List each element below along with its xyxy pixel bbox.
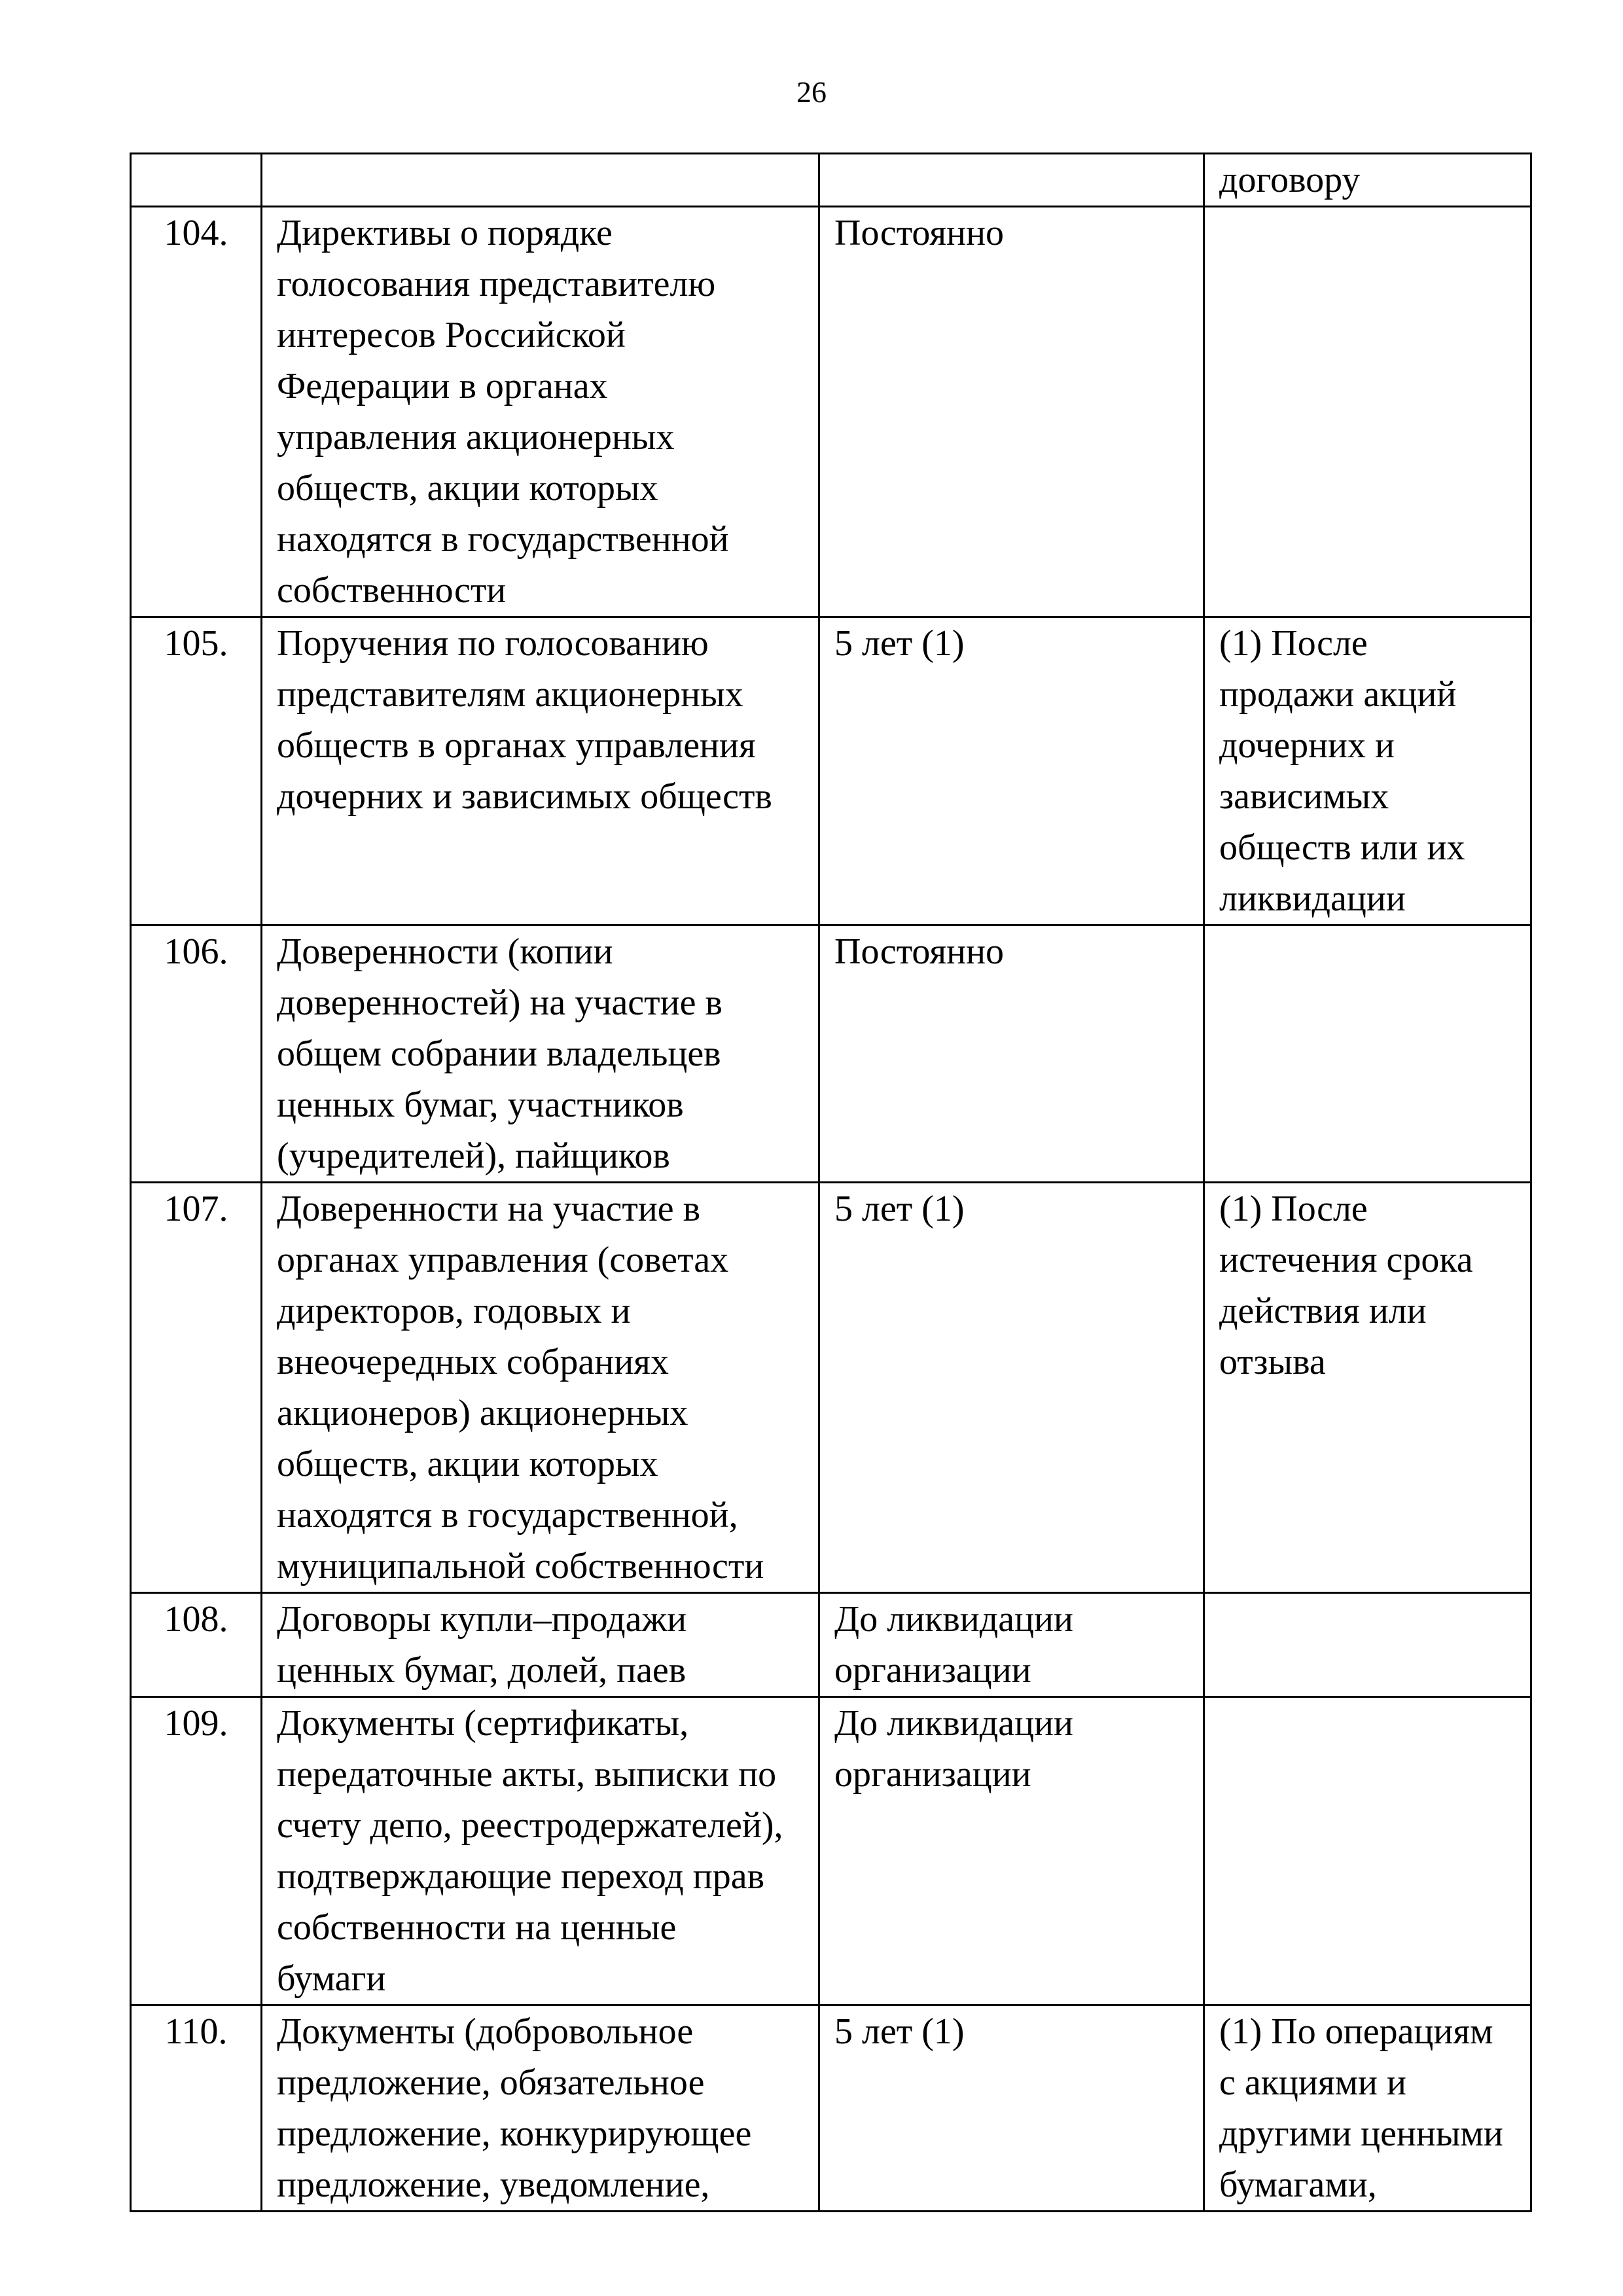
cell-text-line: Поручения по голосованию xyxy=(277,623,709,664)
cell-text-line: обществ в органах управления xyxy=(277,725,756,766)
note-cell xyxy=(1204,617,1531,925)
cell-text-line: Доверенности (копии xyxy=(277,931,613,972)
cell-text-line: договору xyxy=(1219,160,1361,200)
cell-text-line: подтверждающие переход прав xyxy=(277,1856,765,1897)
cell-text-line: организации xyxy=(834,1650,1031,1691)
cell-text-line: дочерних и xyxy=(1219,725,1395,766)
cell-text-line: истечения срока xyxy=(1219,1240,1473,1280)
cell-text-line: другими ценными xyxy=(1219,2113,1503,2154)
cell-text-line: До ликвидации xyxy=(834,1703,1073,1744)
cell-text-line: внеочередных собраниях xyxy=(277,1342,669,1382)
cell-text-line: Договоры купли–продажи xyxy=(277,1599,687,1640)
cell-text-line: (1) После xyxy=(1219,623,1368,664)
cell-text-line: доверенностей) на участие в xyxy=(277,982,722,1023)
cell-text-line: голосования представителю xyxy=(277,264,716,304)
table-row xyxy=(131,207,1531,617)
table-row xyxy=(131,1697,1531,2005)
row-number: 107. xyxy=(164,1189,228,1229)
document-title-cell xyxy=(262,1697,819,2005)
retention-term-cell xyxy=(819,925,1204,1183)
document-title-cell xyxy=(262,1593,819,1697)
cell-text-line: 5 лет (1) xyxy=(834,623,965,664)
table-row xyxy=(131,925,1531,1183)
note-cell xyxy=(1204,2005,1531,2212)
cell-text-line: общем собрании владельцев xyxy=(277,1033,721,1074)
cell-text-line: находятся в государственной, xyxy=(277,1495,738,1535)
row-number: 109. xyxy=(164,1703,228,1744)
cell-text-line: счету депо, реестродержателей), xyxy=(277,1805,783,1846)
row-number: 110. xyxy=(164,2011,228,2052)
cell-text-line: с акциями и xyxy=(1219,2062,1406,2103)
document-title-cell xyxy=(262,2005,819,2212)
cell-text-line: отзыва xyxy=(1219,1342,1326,1382)
table-row xyxy=(131,1593,1531,1697)
document-title-cell xyxy=(262,925,819,1183)
cell-text-line: Директивы о порядке xyxy=(277,213,613,253)
cell-text-line: управления акционерных xyxy=(277,417,675,457)
retention-term-cell xyxy=(819,154,1204,207)
document-title-cell xyxy=(262,207,819,617)
cell-text-line: передаточные акты, выписки по xyxy=(277,1754,777,1795)
cell-text-line: Документы (добровольное xyxy=(277,2011,694,2052)
retention-term-cell xyxy=(819,1593,1204,1697)
cell-text-line: обществ, акции которых xyxy=(277,468,658,509)
cell-text-line: предложение, обязательное xyxy=(277,2062,705,2103)
cell-text-line: Доверенности на участие в xyxy=(277,1189,701,1229)
cell-text-line: Постоянно xyxy=(834,213,1005,253)
row-number-cell xyxy=(131,154,262,207)
table-row xyxy=(131,154,1531,207)
document-title-cell xyxy=(262,154,819,207)
cell-text-line: До ликвидации xyxy=(834,1599,1073,1640)
row-number-cell xyxy=(131,1183,262,1593)
row-number: 105. xyxy=(164,623,228,664)
row-number: 104. xyxy=(164,213,228,253)
records-table xyxy=(130,152,1532,2212)
note-cell xyxy=(1204,1593,1531,1697)
retention-term-cell xyxy=(819,1183,1204,1593)
note-cell xyxy=(1204,154,1531,207)
cell-text-line: дочерних и зависимых обществ xyxy=(277,776,772,817)
row-number: 106. xyxy=(164,931,228,972)
note-cell xyxy=(1204,207,1531,617)
cell-text-line: муниципальной собственности xyxy=(277,1546,764,1587)
row-number-cell xyxy=(131,207,262,617)
retention-term-cell xyxy=(819,207,1204,617)
retention-term-cell xyxy=(819,617,1204,925)
table-row xyxy=(131,617,1531,925)
cell-text-line: ценных бумаг, долей, паев xyxy=(277,1650,687,1691)
cell-text-line: акционеров) акционерных xyxy=(277,1393,688,1433)
table-row xyxy=(131,1183,1531,1593)
row-number: 108. xyxy=(164,1599,228,1640)
cell-text-line: (учредителей), пайщиков xyxy=(277,1136,670,1176)
cell-text-line: бумаги xyxy=(277,1958,386,1999)
cell-text-line: 5 лет (1) xyxy=(834,2011,965,2052)
cell-text-line: Федерации в органах xyxy=(277,366,608,406)
cell-text-line: обществ или их xyxy=(1219,827,1465,868)
cell-text-line: органах управления (советах xyxy=(277,1240,729,1280)
cell-text-line: обществ, акции которых xyxy=(277,1444,658,1484)
cell-text-line: предложение, уведомление, xyxy=(277,2164,710,2205)
row-number-cell xyxy=(131,925,262,1183)
document-title-cell xyxy=(262,617,819,925)
cell-text-line: организации xyxy=(834,1754,1031,1795)
retention-term-cell xyxy=(819,1697,1204,2005)
retention-term-cell xyxy=(819,2005,1204,2212)
table-row xyxy=(131,2005,1531,2212)
cell-text-line: собственности на ценные xyxy=(277,1907,677,1948)
cell-text-line: находятся в государственной xyxy=(277,519,729,560)
cell-text-line: бумагами, xyxy=(1219,2164,1377,2205)
cell-text-line: представителям акционерных xyxy=(277,674,743,715)
row-number-cell xyxy=(131,1593,262,1697)
cell-text-line: интересов Российской xyxy=(277,315,626,355)
records-table-body xyxy=(131,154,1531,2212)
row-number-cell xyxy=(131,617,262,925)
cell-text-line: предложение, конкурирующее xyxy=(277,2113,752,2154)
note-cell xyxy=(1204,1183,1531,1593)
cell-text-line: зависимых xyxy=(1219,776,1389,817)
row-number-cell xyxy=(131,1697,262,2005)
cell-text-line: Документы (сертификаты, xyxy=(277,1703,689,1744)
cell-text-line: (1) После xyxy=(1219,1189,1368,1229)
cell-text-line: собственности xyxy=(277,570,507,611)
cell-text-line: 5 лет (1) xyxy=(834,1189,965,1229)
row-number-cell xyxy=(131,2005,262,2212)
cell-text-line: ценных бумаг, участников xyxy=(277,1085,684,1125)
cell-text-line: директоров, годовых и xyxy=(277,1291,631,1331)
cell-text-line: (1) По операциям xyxy=(1219,2011,1493,2052)
cell-text-line: действия или xyxy=(1219,1291,1427,1331)
note-cell xyxy=(1204,1697,1531,2005)
document-title-cell xyxy=(262,1183,819,1593)
cell-text-line: Постоянно xyxy=(834,931,1005,972)
cell-text-line: ликвидации xyxy=(1219,878,1406,919)
note-cell xyxy=(1204,925,1531,1183)
page-number: 26 xyxy=(796,75,827,109)
cell-text-line: продажи акций xyxy=(1219,674,1457,715)
